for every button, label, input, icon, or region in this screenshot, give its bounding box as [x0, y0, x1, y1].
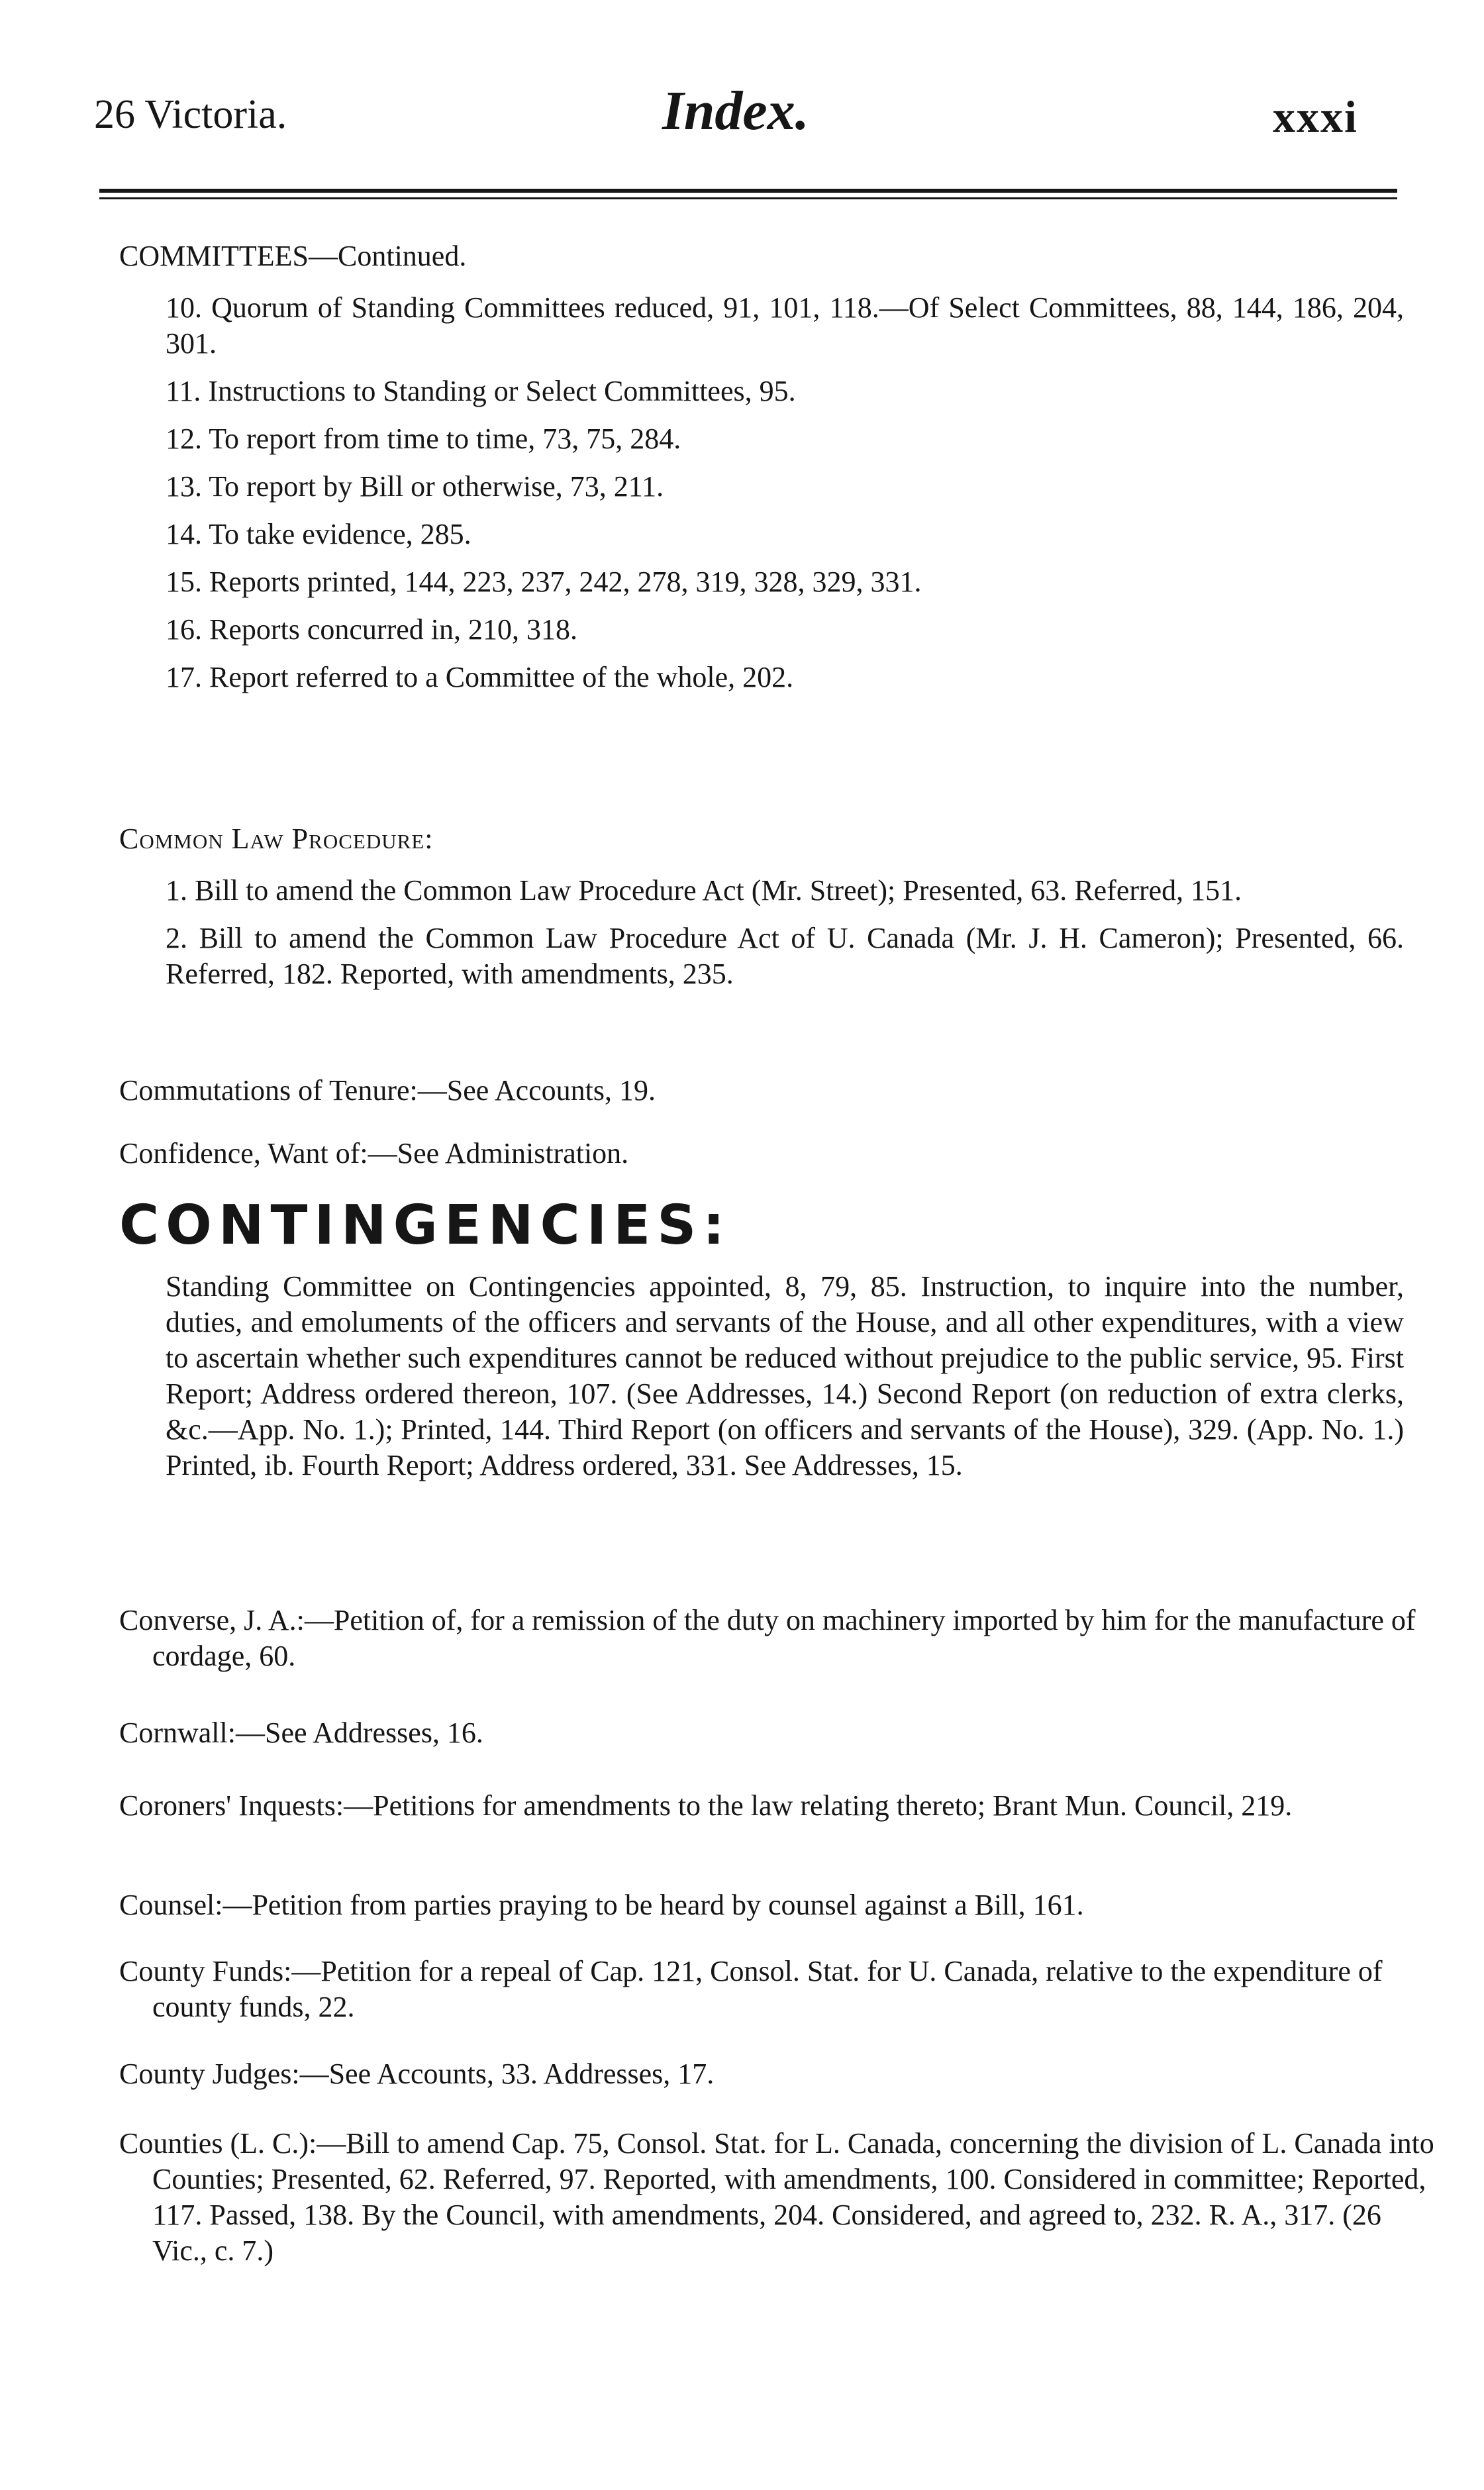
committees-item: 16. Reports concurred in, 210, 318.: [166, 613, 577, 646]
common-law-item: 2. Bill to amend the Common Law Procedure Act of U. Canada (Mr. J. H. Cameron); Presented, 66. Referred, 182. Reported, with amendments, 235.: [166, 922, 1404, 990]
cornwall-entry: Cornwall:—See Addresses, 16.: [119, 1717, 483, 1749]
header-rule-thick: [99, 189, 1397, 193]
running-head-volume: 26 Victoria.: [94, 92, 287, 137]
committees-item: 11. Instructions to Standing or Select Committees, 95.: [166, 375, 796, 407]
common-law-heading: Common Law Procedure:: [119, 822, 434, 855]
committees-item: 12. To report from time to time, 73, 75, 284.: [166, 423, 681, 455]
converse-entry: Converse, J. A.:—Petition of, for a remission of the duty on machinery imported by him for the manufacture of cordage, 60.: [119, 1604, 1416, 1672]
common-law-procedure-section: [119, 821, 1404, 992]
county-judges-entry: County Judges:—See Accounts, 33. Addresses, 17.: [119, 2058, 715, 2090]
counsel-entry: Counsel:—Petition from parties praying to be heard by counsel against a Bill, 161.: [119, 1889, 1084, 1921]
contingencies-heading: CONTINGENCIES:: [119, 1194, 732, 1257]
contingencies-text: Standing Committee on Contingencies appointed, 8, 79, 85. Instruction, to inquire into the number, duties, and emoluments of the officers and servants of the House, and all other expenditures, with a view to ascertain whether such expenditures cannot be reduced without prejudice to the public service, 95. First Report; Address ordered thereon, 107. (See Addresses, 14.) Second Report (on reduction of extra clerks, &c.—App. No. 1.); Printed, 144. Third Report (on officers and servants of the House), 329. (App. No. 1.) Printed, ib. Fourth Report; Address ordered, 331. See Addresses, 15.: [166, 1270, 1404, 1481]
county-funds-entry: County Funds:—Petition for a repeal of Cap. 121, Consol. Stat. for U. Canada, relative to the expenditure of county funds, 22.: [119, 1955, 1383, 2023]
committees-item: 14. To take evidence, 285.: [166, 518, 471, 550]
committees-item: 17. Report referred to a Committee of the whole, 202.: [166, 661, 794, 693]
header-rule-thin: [99, 197, 1397, 199]
common-law-item: 1. Bill to amend the Common Law Procedure Act (Mr. Street); Presented, 63. Referred, 151.: [166, 874, 1242, 907]
counties-entry: Counties (L. C.):—Bill to amend Cap. 75, Consol. Stat. for L. Canada, concerning the division of L. Canada into Counties; Presented, 62. Referred, 97. Reported, with amendments, 100. Considered in committee; Reported, 117. Passed, 138. By the Council, with amendments, 204. Considered, and agreed to, 232. R. A., 317. (26 Vic., c. 7.): [119, 2127, 1434, 2267]
coroners-entry: Coroners' Inquests:—Petitions for amendments to the law relating thereto; Brant Mun. Council, 219.: [119, 1789, 1293, 1822]
contingencies-section: [119, 1194, 1404, 1483]
running-head-title: Index.: [662, 80, 809, 142]
commutations-entry: Commutations of Tenure:—See Accounts, 19.: [119, 1074, 656, 1107]
committees-item: 10. Quorum of Standing Committees reduced, 91, 101, 118.—Of Select Committees, 88, 144, 186, 204, 301.: [166, 291, 1404, 360]
confidence-entry: Confidence, Want of:—See Administration.: [119, 1137, 629, 1170]
committees-item: 13. To report by Bill or otherwise, 73, 211.: [166, 470, 664, 503]
committees-section: [119, 238, 1404, 695]
committees-item: 15. Reports printed, 144, 223, 237, 242, 278, 319, 328, 329, 331.: [166, 566, 922, 598]
page-number: xxxi: [1273, 91, 1358, 142]
committees-heading: COMMITTEES—Continued.: [119, 240, 467, 272]
